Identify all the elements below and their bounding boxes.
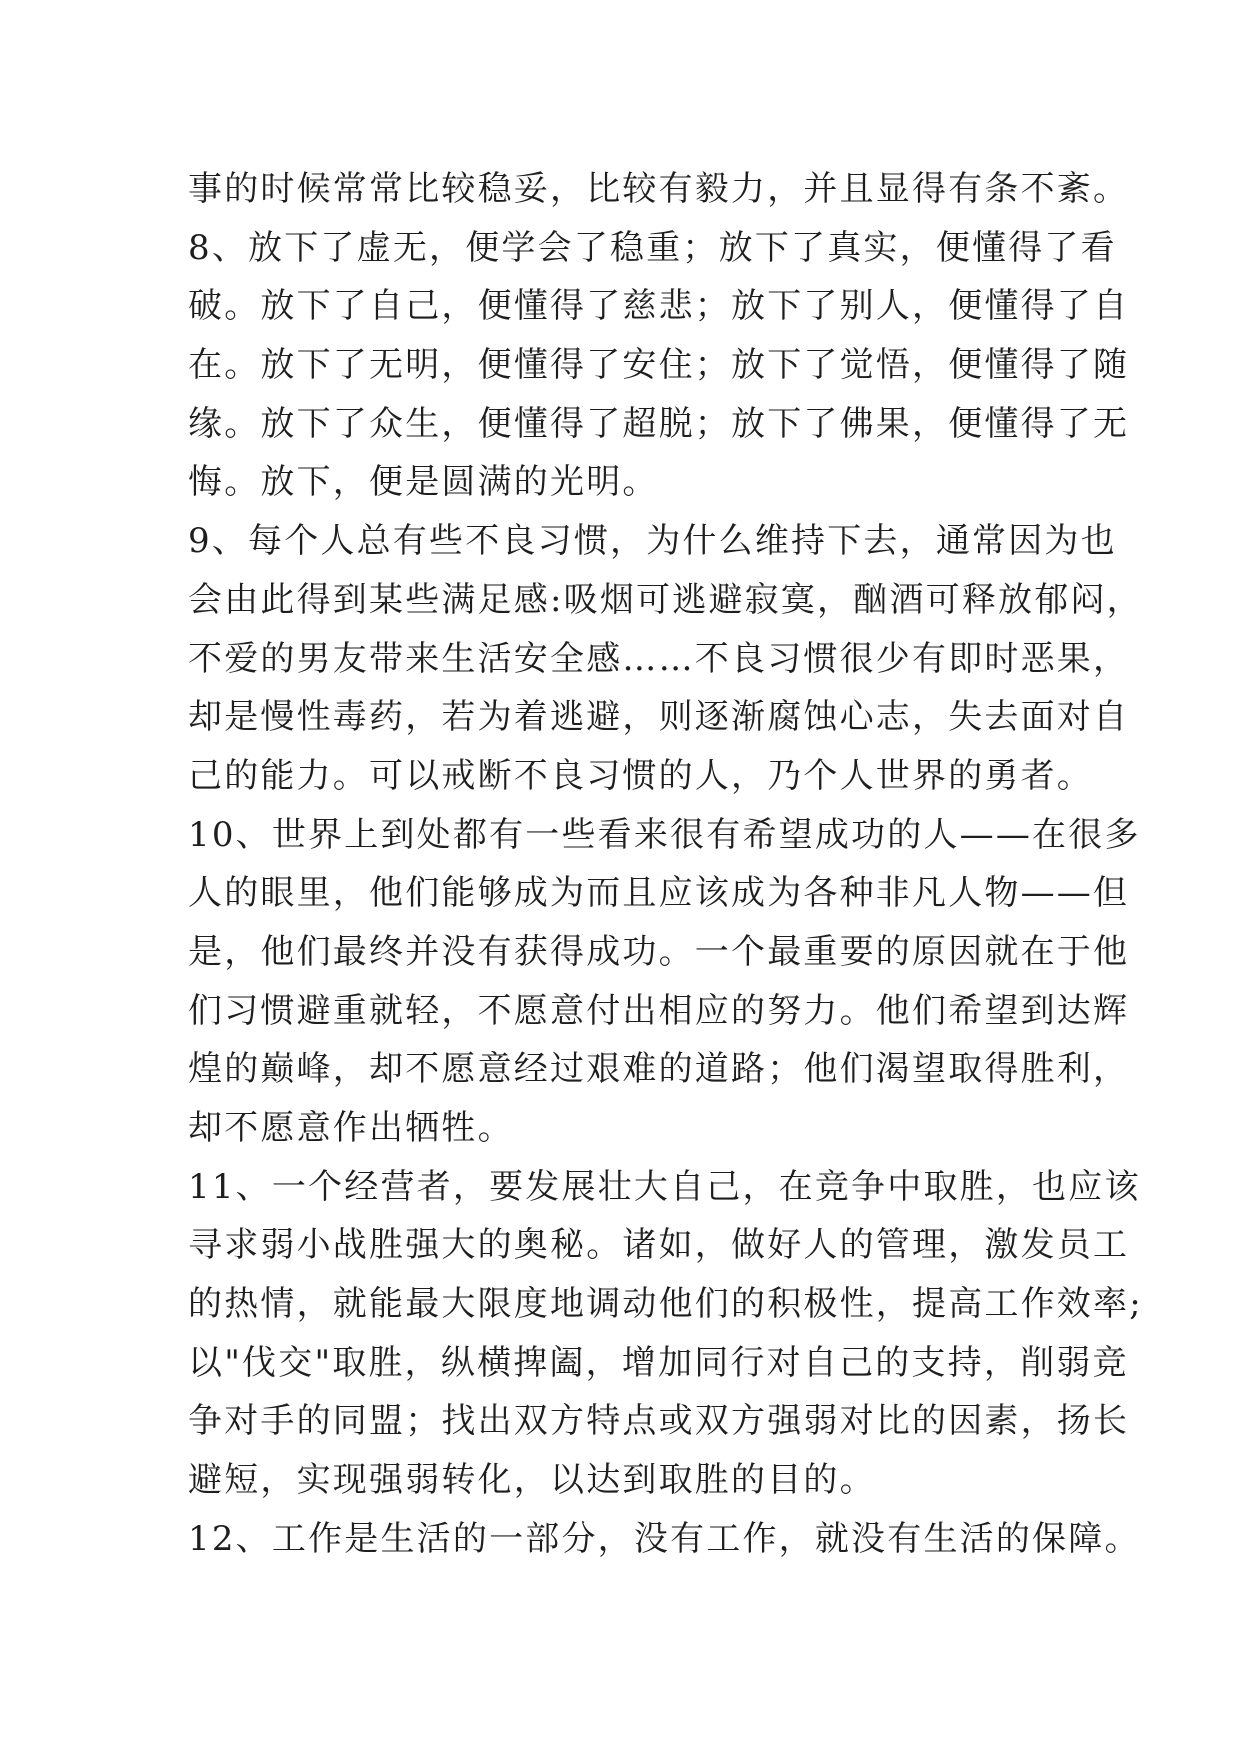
- text-line: 悔。放下，便是圆满的光明。: [188, 462, 659, 503]
- text-line: 的热情，就能最大限度地调动他们的积极性，提高工作效率;: [188, 1284, 1143, 1325]
- text-line: 不爱的男友带来生活安全感……不良习惯很少有即时恶果，: [188, 638, 1130, 679]
- text-line: 寻求弱小战胜强大的奥秘。诸如，做好人的管理，激发员工: [188, 1225, 1130, 1266]
- text-line: 8、放下了虚无，便学会了稳重；放下了真实，便懂得了看: [188, 227, 1117, 268]
- text-line: 却是慢性毒药，若为着逃避，则逐渐腐蚀心志，失去面对自: [188, 697, 1130, 738]
- text-line: 破。放下了自己，便懂得了慈悲；放下了别人，便懂得了自: [188, 286, 1130, 327]
- text-line: 己的能力。可以戒断不良习惯的人，乃个人世界的勇者。: [188, 755, 1093, 796]
- text-line: 10、世界上到处都有一些看来很有希望成功的人——在很多: [188, 814, 1141, 855]
- text-line: 在。放下了无明，便懂得了安住；放下了觉悟，便懂得了随: [188, 345, 1130, 386]
- text-line: 缘。放下了众生，便懂得了超脱；放下了佛果，便懂得了无: [188, 403, 1130, 444]
- text-line: 煌的巅峰，却不愿意经过艰难的道路；他们渴望取得胜利，: [188, 1049, 1130, 1090]
- text-line: 12、工作是生活的一部分，没有工作，就没有生活的保障。: [188, 1518, 1141, 1559]
- text-line: 们习惯避重就轻，不愿意付出相应的努力。他们希望到达辉: [188, 990, 1130, 1031]
- text-line: 人的眼里，他们能够成为而且应该成为各种非凡人物——但: [188, 873, 1130, 914]
- text-line: 争对手的同盟；找出双方特点或双方强弱对比的因素，扬长: [188, 1401, 1130, 1442]
- text-line: 以"伐交"取胜，纵横捭阖，增加同行对自己的支持，削弱竞: [188, 1342, 1129, 1383]
- text-line: 11、一个经营者，要发展壮大自己，在竞争中取胜，也应该: [188, 1166, 1141, 1207]
- text-line: 9、每个人总有些不良习惯，为什么维持下去，通常因为也: [188, 521, 1117, 562]
- text-line: 是，他们最终并没有获得成功。一个最重要的原因就在于他: [188, 931, 1130, 972]
- text-line: 会由此得到某些满足感:吸烟可逃避寂寞，酗酒可释放郁闷，: [188, 579, 1143, 620]
- text-line: 避短，实现强弱转化，以达到取胜的目的。: [188, 1460, 876, 1501]
- body-text: [188, 160, 1143, 1569]
- text-line: 却不愿意作出牺牲。: [188, 1108, 514, 1148]
- text-line: 事的时候常常比较稳妥，比较有毅力，并且显得有条不紊。: [188, 169, 1130, 209]
